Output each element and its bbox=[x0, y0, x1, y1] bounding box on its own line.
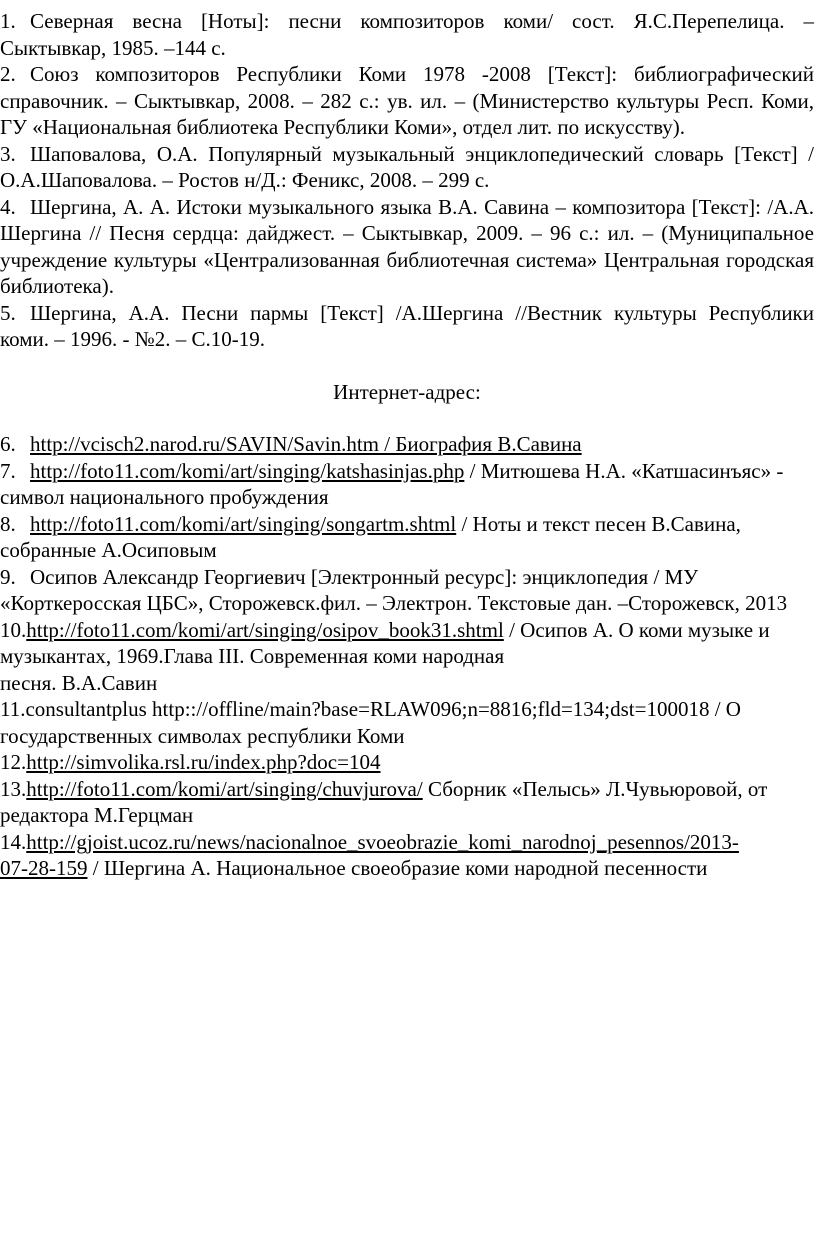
reference-entry-3 bbox=[0, 141, 814, 194]
spacer bbox=[0, 405, 814, 431]
entry-number: 9. bbox=[0, 564, 16, 589]
entry-number: 10. bbox=[0, 617, 27, 642]
entry-text: Шергина, А.А. Песни пармы [Текст] /А.Шергина //Вестник культуры Республики коми. – 1996. - №2. – С.10-19. bbox=[0, 300, 814, 351]
reference-entry-2 bbox=[0, 61, 814, 141]
entry-link[interactable]: http://vcisch2.narod.ru/SAVIN/Savin.htm / Биография В.Савина bbox=[30, 432, 582, 456]
entry-link-continued[interactable]: 07-28-159 bbox=[0, 856, 88, 880]
entry-text: Шаповалова, О.А. Популярный музыкальный энциклопедический словарь [Текст] /О.А.Шаповалова. – Ростов н/Д.: Феникс, 2008. – 299 с. bbox=[0, 141, 814, 192]
entry-text: Осипов Александр Георгиевич [Электронный ресурс]: энциклопедия / МУ «Корткеросская ЦБС», Сторожевск.фил. – Электрон. Текстовые дан. –Сторожевск, 2013 bbox=[0, 564, 788, 615]
entry-number: 2. bbox=[0, 62, 16, 86]
entry-text: Шергина, А. А. Истоки музыкального языка В.А. Савина – композитора [Текст]: /А.А. Шергина // Песня сердца: дайджест. – Сыктывкар, 2009. – 96 с.: ил. – (Муниципальное учреждение культуры «Централизованная библиотечная система» Центральная городская библиотека). bbox=[0, 194, 814, 298]
entry-number: 11. bbox=[0, 697, 26, 721]
entry-text: / Ноты и текст песен В.Савина, собранные А.Осиповым bbox=[0, 511, 741, 562]
entry-text-continued: песня. В.А.Савин bbox=[0, 670, 158, 695]
internet-heading: Интернет-адрес: bbox=[333, 379, 481, 404]
internet-entry-10 bbox=[0, 617, 814, 697]
entry-number: 4. bbox=[0, 194, 16, 219]
internet-entry-8 bbox=[0, 511, 814, 564]
entry-text: consultantplus http:://offline/main?base=RLAW096;n=8816;fld=134;dst=100018 / О государственных символах республики Коми bbox=[0, 697, 741, 748]
entry-text: Союз композиторов Республики Коми 1978 -2008 [Текст]: библиографический справочник. – Сыктывкар, 2008. – 282 с.: ув. ил. – (Министерство культуры Респ. Коми, ГУ «Национальная библиотека Республики Коми», отдел лит. по искусству). bbox=[0, 62, 814, 139]
entry-link[interactable]: http://foto11.com/komi/art/singing/katshasinjas.php bbox=[30, 458, 465, 483]
entry-number: 6. bbox=[0, 432, 16, 456]
entry-text: Северная весна [Ноты]: песни композиторов коми/ сост. Я.С.Перепелица. – Сыктывкар, 1985. –144 с. bbox=[0, 9, 814, 60]
reference-entry-5 bbox=[0, 300, 814, 353]
entry-text: / Осипов А. О коми музыке и музыкантах, 1969.Глава III. Современная коми народная bbox=[0, 617, 770, 668]
entry-number: 5. bbox=[0, 300, 16, 325]
entry-link[interactable]: http://simvolika.rsl.ru/index.php?doc=104 bbox=[26, 750, 381, 774]
reference-entry-4 bbox=[0, 194, 814, 300]
spacer bbox=[0, 353, 814, 379]
entry-number: 14. bbox=[0, 829, 27, 854]
internet-entry-6 bbox=[0, 431, 814, 458]
entry-number: 3. bbox=[0, 141, 16, 166]
internet-entry-14 bbox=[0, 829, 814, 882]
internet-entry-9 bbox=[0, 564, 814, 617]
entry-text: / Митюшева Н.А. «Катшасинъяс» - символ национального пробуждения bbox=[0, 458, 784, 509]
entry-text: Сборник «Пелысь» Л.Чувьюровой, от редактора М.Герцман bbox=[0, 776, 768, 827]
entry-number: 13. bbox=[0, 776, 27, 801]
internet-entry-7 bbox=[0, 458, 814, 511]
entry-number: 7. bbox=[0, 458, 16, 483]
entry-text: / Шергина А. Национальное своеобразие коми народной песенности bbox=[87, 856, 708, 880]
internet-entry-11 bbox=[0, 696, 814, 749]
entry-link[interactable]: http://foto11.com/komi/art/singing/songartm.shtml bbox=[30, 511, 457, 536]
entry-number: 8. bbox=[0, 511, 16, 536]
internet-entry-13 bbox=[0, 776, 814, 829]
entry-link[interactable]: http://foto11.com/komi/art/singing/osipov_book31.shtml bbox=[26, 617, 504, 642]
entry-link[interactable]: http://foto11.com/komi/art/singing/chuvjurova/ bbox=[26, 776, 423, 801]
reference-entry-1 bbox=[0, 8, 814, 61]
entry-number: 12. bbox=[0, 750, 27, 774]
internet-entry-12 bbox=[0, 749, 814, 776]
entry-number: 1. bbox=[0, 9, 16, 33]
entry-link[interactable]: http://gjoist.ucoz.ru/news/nacionalnoe_svoeobrazie_komi_narodnoj_pesennos/2013- bbox=[26, 829, 739, 854]
